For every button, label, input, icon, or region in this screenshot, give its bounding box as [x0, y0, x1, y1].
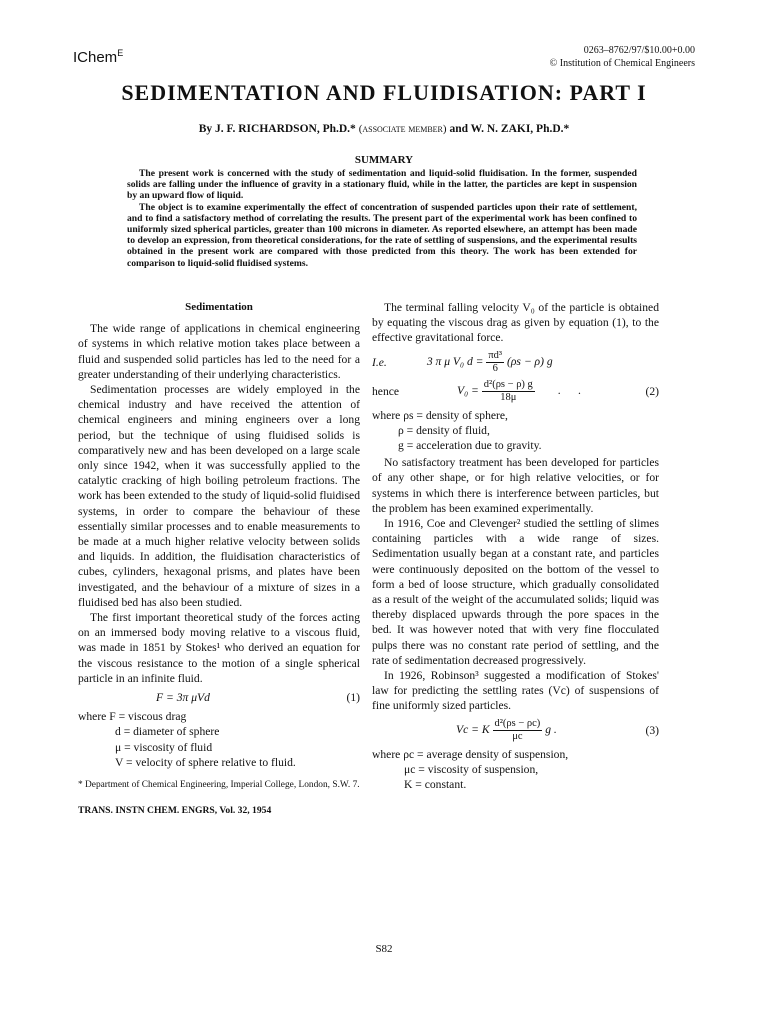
page-number: S82 [375, 943, 393, 955]
definition: μc = viscosity of suspension, [404, 762, 539, 776]
byline-prefix: By J. F. RICHARDSON, Ph.D.* [198, 123, 356, 135]
definition: V = velocity of sphere relative to fluid. [115, 755, 296, 769]
copyright-line: © Institution of Chemical Engineers [549, 58, 695, 69]
body-paragraph: No satisfactory treatment has been developed for particles of any other shape, or for high relative velocities, or for systems in which there is interference between particles, but the problem has been examined experimentally. [372, 456, 659, 515]
equation-ie-left: 3 π μ V₀ d = [426, 354, 484, 368]
body-paragraph: The wide range of applications in chemical engineering of systems in which relative motion takes place between a fluid and suspended solid particles has led to the need for a greater understanding of their underlying characteristics. [78, 322, 360, 381]
equation-3-fraction [493, 718, 543, 743]
definition: K = constant. [404, 778, 467, 792]
equation-ie-fraction [486, 350, 504, 375]
body-paragraph: The terminal falling velocity V₀ of the particle is obtained by equating the viscous drag as given by equation (1), to the effective gravitational force. [372, 301, 659, 345]
equation-3 [372, 718, 659, 743]
body-paragraph: Sedimentation processes are widely employed in the chemical industry and have received the attention of chemical engineers and mining engineers over a long period, but the technique of using fluidised solids is comparatively new and has been developed on a large scale only since 1942, when it was successfully applied to the catalytic cracking of high boiling petroleum fractions. The work has been extended to the study of liquid-solid fluidised systems, in order to compare the behaviour of these essentially similar processes and to enable measurements to be made at a much higher relative velocity between solids and liquids. In addition, the fluidisation characteristics of cubes, cylinders, hexagonal prisms, and plates have been investigated, and the behaviour of a mixture of sizes in a fluidised bed has also been studied. [78, 383, 360, 609]
definition: where ρc = average density of suspension, [372, 747, 569, 761]
logo-sup: E [117, 48, 124, 58]
hence-label: hence [372, 384, 400, 398]
right-column [372, 300, 659, 794]
paper-title: SEDIMENTATION AND FLUIDISATION: PART I [121, 80, 647, 105]
byline-member: (associate member) [358, 123, 447, 135]
ie-label: I.e. [372, 355, 387, 369]
section-heading: Sedimentation [185, 301, 253, 313]
equation-2-number: (2) [645, 384, 659, 398]
equation-1 [78, 690, 360, 705]
byline-suffix: and W. N. ZAKI, Ph.D.* [449, 123, 570, 135]
issn-code: 0263–8762/97/$10.00+0.00 [583, 45, 695, 56]
affiliation-footnote: * Department of Chemical Engineering, Imperial College, London, S.W. 7. [78, 780, 360, 791]
summary-paragraph: The present work is concerned with the study of sedimentation and liquid-solid fluidisation. In the former, suspended solids are falling under the influence of gravity in a stationary fluid, while in the latter, the particles are kept in suspension by an upward flow of liquid. [127, 168, 637, 202]
definition-list-2 [372, 408, 659, 454]
fraction-denominator: 18μ [500, 391, 517, 403]
body-paragraph: The first important theoretical study of the forces acting on an immersed body moving relative to a viscous fluid, was made in 1851 by Stokes¹ who derived an equation for the viscous resistance to the motion of a single spherical particle in an infinite fluid. [78, 611, 360, 685]
equation-3-left: Vc = K [456, 722, 490, 736]
summary-body [127, 168, 637, 269]
equation-ie-right: (ρs − ρ) g [506, 354, 553, 368]
equation-3-number: (3) [645, 723, 659, 737]
equation-1-body: F = 3π μVd [156, 691, 210, 705]
body-paragraph: In 1916, Coe and Clevenger² studied the settling of slimes containing particles with a wide range of sizes. Sedimentation usually began at a constant rate, and particles were continuously deposited on the bottom of the vessel to form a bed of loose structure, which gradually consolidated as a result of the weight of the accumulated solids; liquid was thereby displaced upwards through the pore spaces in the bed. It was however noted that with very fine flocculated pulps there was no constant rate period of settling, and the rate of sedimentation decreased progressively. [372, 517, 659, 667]
fraction-numerator: d²(ρs − ρc) [494, 717, 541, 729]
publisher-info [550, 44, 695, 70]
definition: ρ = density of fluid, [398, 423, 490, 437]
equation-2-left: V₀ = [457, 383, 479, 397]
summary-heading: SUMMARY [354, 154, 414, 166]
definition-list-3 [372, 747, 659, 793]
fraction-numerator: πd³ [488, 349, 503, 361]
left-column [78, 300, 360, 818]
journal-reference: TRANS. INSTN CHEM. ENGRS, Vol. 32, 1954 [78, 805, 272, 817]
logo-text: IChem [73, 49, 118, 66]
equation-3-right: g . [545, 722, 557, 736]
byline [0, 123, 768, 135]
equation-1-number: (1) [346, 691, 360, 705]
definition: μ = viscosity of fluid [115, 740, 213, 754]
body-paragraph: In 1926, Robinson³ suggested a modification of Stokes' law for predicting the settling rates (Vc) of suspensions of fine uniformly sized particles. [372, 669, 659, 713]
definition: g = acceleration due to gravity. [398, 439, 542, 453]
definition-list-1 [78, 709, 360, 770]
equation-2: hence V₀ = $\frac{\text{d²(ρs − ρ) g}}{18\mu}$ . . (2) [372, 378, 659, 403]
definition: where F = viscous drag [78, 710, 187, 724]
fraction-denominator: 6 [492, 362, 498, 374]
fraction-denominator: μc [512, 730, 523, 742]
equation-ie [372, 350, 659, 375]
equation-2-fraction [482, 379, 535, 404]
definition: where ρs = density of sphere, [372, 408, 508, 422]
fraction-numerator: d²(ρs − ρ) g [483, 378, 533, 390]
summary-paragraph: The object is to examine experimentally the effect of concentration of suspended particles upon their rate of settlement, and to find a satisfactory method of correlating the results. The present part of the experimental work has been confined to uniformly sized spherical particles, greater than 100 microns in diameter. As reported elsewhere, an attempt has been made to develop an expression, from theoretical considerations, for the rate of settling of suspensions, and the experimental results obtained in the present work are compared with those predicted from this theory. The work has been extended for comparison to liquid-solid fluidised systems. [127, 201, 637, 269]
definition: d = diameter of sphere [115, 725, 220, 739]
ichem-logo [73, 48, 123, 66]
